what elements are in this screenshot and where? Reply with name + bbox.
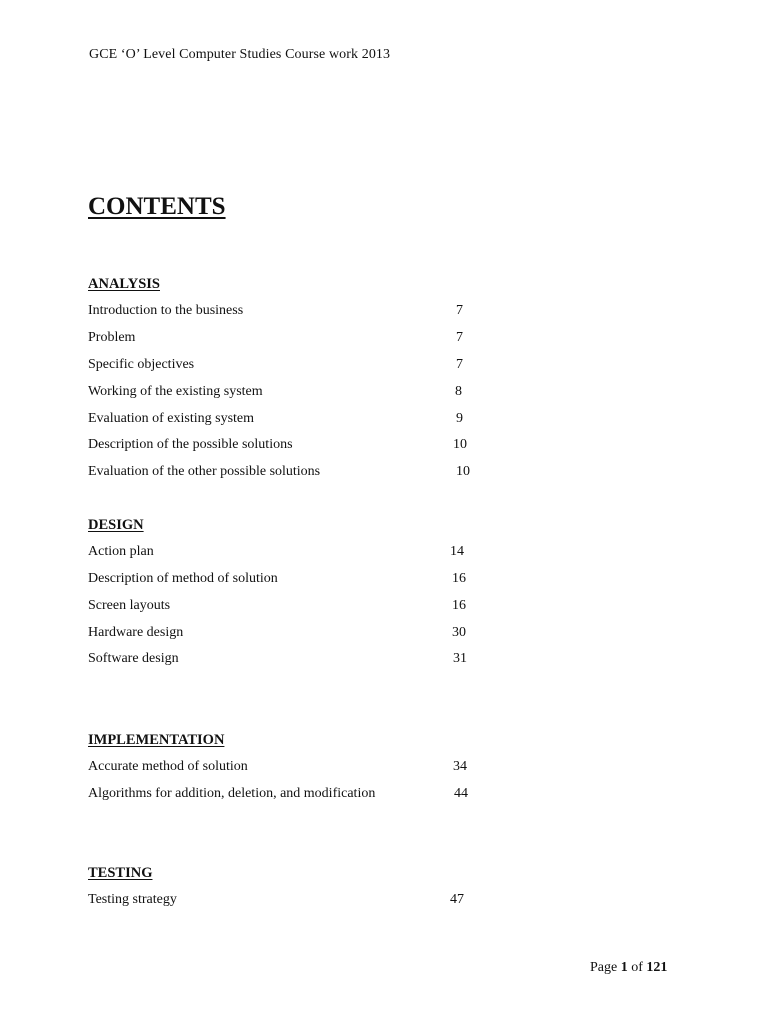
section-heading-testing: TESTING xyxy=(88,865,153,881)
page-number-footer xyxy=(590,960,667,976)
toc-entry-page: 7 xyxy=(456,303,463,318)
toc-entry-page: 10 xyxy=(453,437,467,452)
toc-entry-label: Evaluation of existing system xyxy=(88,411,255,426)
document-header: GCE ‘O’ Level Computer Studies Course work 2013 xyxy=(89,47,391,62)
toc-entry-label: Screen layouts xyxy=(88,598,171,613)
toc-entry-label: Description of method of solution xyxy=(88,571,278,586)
page-number-total: 121 xyxy=(646,960,668,975)
toc-entry-page: 7 xyxy=(456,357,463,372)
toc-entry-label: Working of the existing system xyxy=(88,384,263,399)
toc-entry-page: 47 xyxy=(450,892,464,907)
toc-entry-page: 8 xyxy=(455,384,462,399)
section-heading-implementation: IMPLEMENTATION xyxy=(88,732,225,748)
toc-entry-label: Problem xyxy=(88,330,136,345)
section-heading-design: DESIGN xyxy=(88,517,144,533)
toc-entry-label: Accurate method of solution xyxy=(88,759,248,774)
page-number-separator: of xyxy=(631,960,643,975)
page-number-prefix: Page xyxy=(590,960,618,975)
toc-entry-page: 16 xyxy=(452,598,466,613)
toc-entry-page: 7 xyxy=(456,330,463,345)
page-title: CONTENTS xyxy=(88,193,226,220)
toc-entry-label: Description of the possible solutions xyxy=(88,437,293,452)
toc-entry-page: 9 xyxy=(456,411,463,426)
section-heading-analysis: ANALYSIS xyxy=(88,276,160,292)
toc-entry-page: 16 xyxy=(452,571,466,586)
toc-entry-label: Evaluation of the other possible solutions xyxy=(88,464,321,479)
toc-entry-label: Software design xyxy=(88,651,179,666)
toc-entry-page: 44 xyxy=(454,786,468,801)
toc-entry-label: Algorithms for addition, deletion, and modification xyxy=(88,786,376,801)
toc-entry-page: 30 xyxy=(452,625,466,640)
toc-entry-page: 34 xyxy=(453,759,467,774)
toc-entry-label: Specific objectives xyxy=(88,357,195,372)
toc-entry-label: Hardware design xyxy=(88,625,184,640)
toc-entry-page: 14 xyxy=(450,544,464,559)
toc-entry-label: Introduction to the business xyxy=(88,303,244,318)
toc-entry-label: Testing strategy xyxy=(88,892,177,907)
toc-entry-label: Action plan xyxy=(88,544,154,559)
toc-entry-page: 10 xyxy=(456,464,470,479)
toc-entry-page: 31 xyxy=(453,651,467,666)
page-number-current: 1 xyxy=(620,960,628,975)
